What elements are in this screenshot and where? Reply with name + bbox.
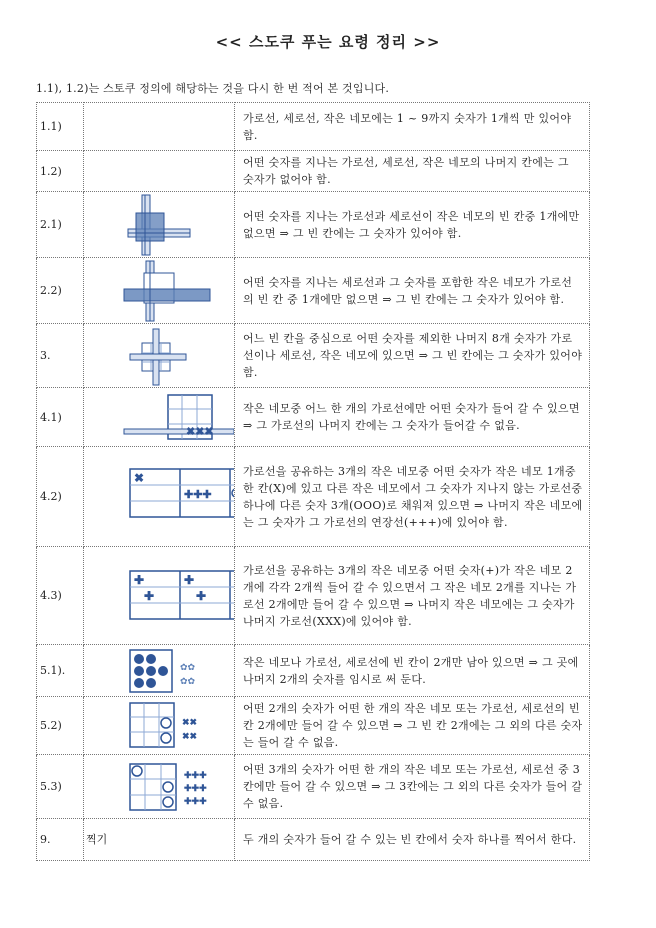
figure-cell (84, 388, 235, 447)
rule-text: 어느 빈 칸을 중심으로 어떤 숫자를 제외한 나머지 8개 숫자가 가로선이나 세로선, 작은 네모에 있으면 ⇒ 그 빈 칸에는 그 숫자가 있어야 함. (235, 324, 590, 388)
triple-box-figure (84, 756, 234, 818)
figure-cell (84, 192, 235, 258)
figure-cell (84, 151, 235, 192)
figure-label: 찍기 (86, 833, 108, 846)
rule-number: 4.2) (37, 447, 84, 547)
horizontal-line (124, 429, 234, 434)
rule-number: 3. (37, 324, 84, 388)
plus-mark: ✚ (134, 572, 145, 587)
circle-mark (163, 782, 173, 792)
candidate-marks: ✚✚✚ (184, 783, 207, 794)
figure-cell (84, 697, 235, 755)
table-row (37, 447, 590, 547)
table-row (37, 819, 590, 861)
dot (146, 666, 156, 676)
dot (158, 666, 168, 676)
rule-text: 두 개의 숫자가 들어 갈 수 있는 빈 칸에서 숫자 하나를 찍어서 한다. (235, 819, 590, 861)
table-row (37, 258, 590, 324)
candidate-marks: ✚✚✚ (184, 770, 207, 781)
intro-text: 1.1), 1.2)는 스토쿠 정의에 해당하는 것을 다시 한 번 적어 본 것입니다. (36, 82, 390, 95)
table-row (37, 755, 590, 819)
figure-cell (84, 547, 235, 645)
rule-text: 작은 네모나 가로선, 세로선에 빈 칸이 2개만 남아 있으면 ⇒ 그 곳에 나머지 2개의 숫자를 임시로 써 둔다. (235, 645, 590, 697)
plus-mark: ✚ (144, 588, 155, 603)
three-boxes (130, 469, 234, 517)
circle-mark (232, 489, 234, 497)
horizontal-band (124, 289, 210, 301)
figure-cell (84, 324, 235, 388)
circle-mark (161, 718, 171, 728)
rule-number: 2.2) (37, 258, 84, 324)
figure-cell (84, 819, 235, 861)
figure-cell (84, 645, 235, 697)
table-row (37, 645, 590, 697)
rule-text: 어떤 숫자를 지나는 가로선과 세로선이 작은 네모의 빈 칸중 1개에만 없으면 ⇒ 그 빈 칸에는 그 숫자가 있어야 함. (235, 192, 590, 258)
dot (134, 678, 144, 688)
rule-number: 2.1) (37, 192, 84, 258)
plus-marks: ✚✚✚ (184, 487, 212, 501)
pair-box-figure (84, 699, 234, 753)
circle-mark (163, 797, 173, 807)
table-row (37, 547, 590, 645)
rule-text: 어떤 숫자를 지나는 세로선과 그 숫자를 포함한 작은 네모가 가로선의 빈 칸 중 1개에만 없으면 ⇒ 그 빈 칸에는 그 숫자가 있어야 함. (235, 258, 590, 324)
rule-number: 5.3) (37, 755, 84, 819)
page-title: << 스도쿠 푸는 요령 정리 >> (215, 33, 441, 51)
dot (134, 666, 144, 676)
figure-cell (84, 447, 235, 547)
dot (134, 654, 144, 664)
rule-text: 작은 네모중 어느 한 개의 가로선에만 어떤 숫자가 들어 갈 수 있으면 ⇒ 그 가로선의 나머지 칸에는 그 숫자가 들어갈 수 없음. (235, 388, 590, 447)
cross-lines-figure (84, 193, 234, 257)
candidate-marks: ✖✖ (182, 731, 198, 742)
table-row (37, 192, 590, 258)
rule-text: 어떤 숫자를 지나는 가로선, 세로선, 작은 네모의 나머지 칸에는 그 숫자가 없어야 함. (235, 151, 590, 192)
circle-mark (161, 733, 171, 743)
candidate-marks: ✿✿ (180, 662, 196, 673)
rule-text: 가로선을 공유하는 3개의 작은 네모중 어떤 숫자(+)가 작은 네모 2개에 각각 2개씩 들어 갈 수 있으면서 그 작은 네모 2개를 지나는 가로선 2개에만 들어 갈 수 있으면 ⇒ 나머지 작은 네모에는 그 숫자가 나머지 가로선(XXX)에 있어야 함. (235, 547, 590, 645)
rule-number: 1.2) (37, 151, 84, 192)
two-row-boxes-figure (84, 549, 234, 643)
candidate-marks: ✚✚✚ (184, 796, 207, 807)
horizontal-line (130, 354, 186, 360)
rule-number: 4.3) (37, 547, 84, 645)
rule-number: 9. (37, 819, 84, 861)
rule-text: 어떤 3개의 숫자가 어떤 한 개의 작은 네모 또는 가로선, 세로선 중 3칸에만 들어 갈 수 있으면 ⇒ 그 3칸에는 그 외의 다른 숫자가 들어 갈 수 없음. (235, 755, 590, 819)
rule-text: 가로선, 세로선, 작은 네모에는 1 ~ 9까지 숫자가 1개씩 만 있어야 함. (235, 103, 590, 151)
plus-mark: ✚ (196, 588, 207, 603)
rule-text: 어떤 2개의 숫자가 어떤 한 개의 작은 네모 또는 가로선, 세로선의 빈 칸 2개에만 들어 갈 수 있으면 ⇒ 그 빈 칸 2개에는 그 외의 다른 숫자는 들어 갈 수 없음. (235, 697, 590, 755)
table-row (37, 103, 590, 151)
dot (146, 654, 156, 664)
box-row-figure (84, 389, 234, 446)
column-box-figure (84, 259, 234, 323)
dots-box-figure (84, 646, 234, 696)
plus-mark: ✚ (184, 572, 195, 587)
center-cell-figure (84, 325, 234, 387)
figure-cell (84, 755, 235, 819)
table-row (37, 151, 590, 192)
candidate-marks: ✖✖ (182, 717, 198, 728)
rule-number: 5.2) (37, 697, 84, 755)
table-row (37, 324, 590, 388)
figure-cell (84, 103, 235, 151)
x-marks: ✖✖✖ (186, 424, 214, 438)
small-box (136, 213, 164, 241)
table-row (37, 697, 590, 755)
table-row (37, 388, 590, 447)
x-mark: ✖ (134, 470, 145, 485)
candidate-marks: ✿✿ (180, 676, 196, 687)
rules-table (36, 102, 590, 861)
circle-mark (132, 766, 142, 776)
rule-number: 4.1) (37, 388, 84, 447)
dot (146, 678, 156, 688)
three-boxes-figure (84, 449, 234, 545)
rule-text: 가로선을 공유하는 3개의 작은 네모중 어떤 숫자가 작은 네모 1개중 한 칸(X)에 있고 다른 작은 네모에서 그 숫자가 지나지 않는 가로선중 하나에 다른 숫자 3개(OOO)로 채워져 있으면 ⇒ 나머지 작은 네모에는 그 숫자가 그 가로선의 연장선(+++)에 있어야 함. (235, 447, 590, 547)
figure-cell (84, 258, 235, 324)
rule-number: 1.1) (37, 103, 84, 151)
rule-number: 5.1). (37, 645, 84, 697)
